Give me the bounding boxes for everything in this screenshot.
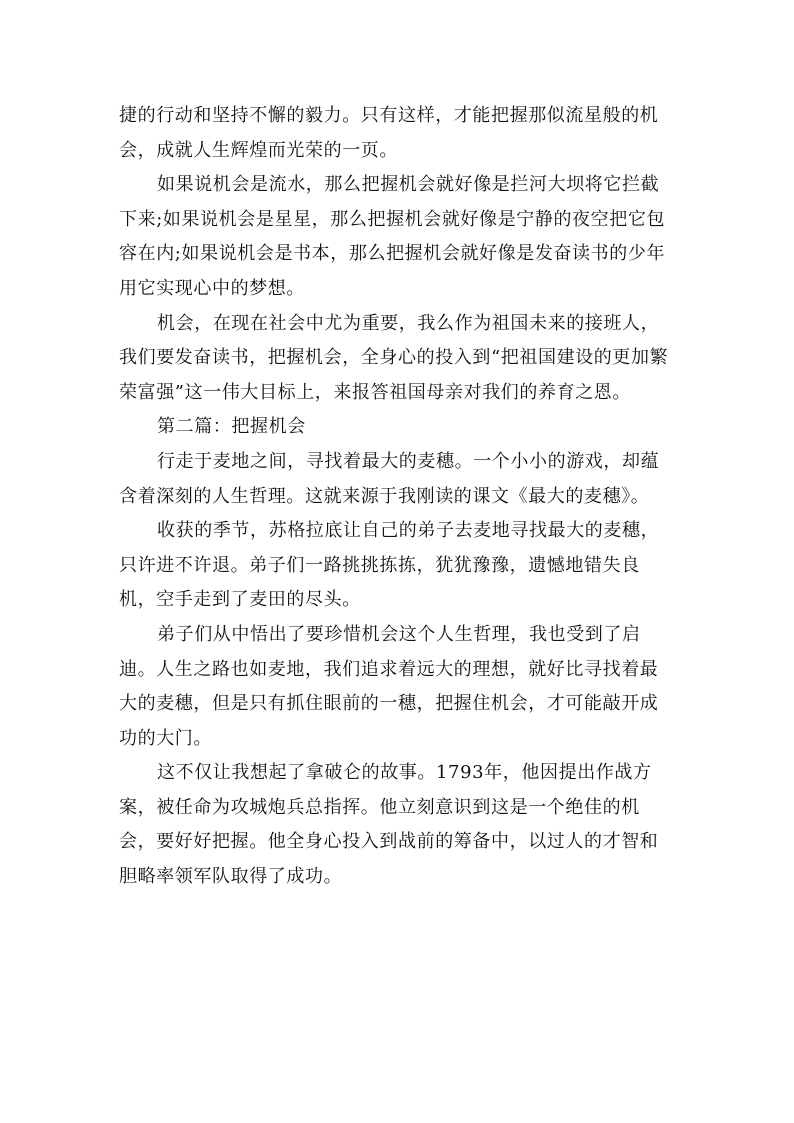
paragraph-continuation: 捷的行动和坚持不懈的毅力。只有这样，才能把握那似流星般的机会，成就人生辉煌而光荣的一页。 (119, 105, 659, 161)
paragraph-wheat-field: 行走于麦地之间，寻找着最大的麦穗。一个小小的游戏，却蕴含着深刻的人生哲理。这就来源于我刚读的课文《最大的麦穗》。 (119, 450, 660, 507)
paragraph-socrates: 收获的季节，苏格拉底让自己的弟子去麦地寻找最大的麦穗，只许进不许退。弟子们一路挑挑拣拣，犹犹豫豫，遗憾地错失良机，空手走到了麦田的尽头。 (119, 520, 660, 611)
paragraph-metaphor: 如果说机会是流水，那么把握机会就好像是拦河大坝将它拦截下来;如果说机会是星星，那么把握机会就好像是宁静的夜空把它包容在内;如果说机会是书本，那么把握机会就好像是发奋读书的少年用它实现心中的梦想。 (119, 174, 666, 299)
paragraph-lesson: 弟子们从中悟出了要珍惜机会这个人生哲理，我也受到了启迪。人生之路也如麦地，我们追求着远大的理想，就好比寻找着最大的麦穗，但是只有抓住眼前的一穗，把握住机会，才可能敲开成功的大门。 (119, 623, 659, 749)
document-body (119, 99, 675, 895)
section-heading: 第二篇：把握机会 (157, 416, 306, 438)
paragraph-opportunity: 机会，在现在社会中尤为重要，我么作为祖国未来的接班人，我们要发奋读书，把握机会，全身心的投入到“把祖国建设的更加繁荣富强”这一伟大目标上，来报答祖国母亲对我们的养育之恩。 (119, 312, 669, 403)
paragraph-napoleon: 这不仅让我想起了拿破仑的故事。1793年，他因提出作战方案，被任命为攻城炮兵总指挥。他立刻意识到这是一个绝佳的机会，要好好把握。他全身心投入到战前的筹备中，以过人的才智和胆略率领军队取得了成功。 (119, 762, 659, 888)
